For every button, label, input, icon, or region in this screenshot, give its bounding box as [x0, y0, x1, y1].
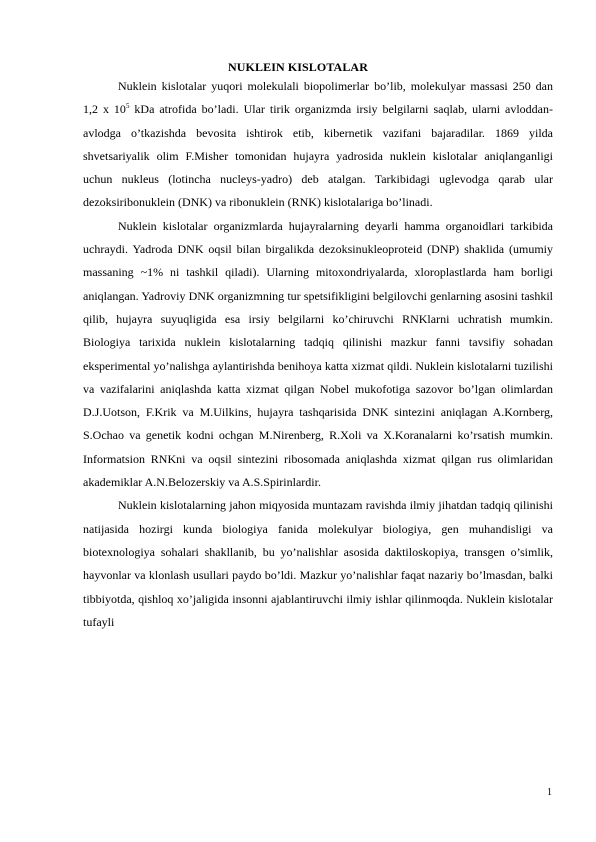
exponent: 5: [125, 102, 130, 111]
page-number: 1: [547, 787, 552, 798]
paragraph-1-text-a: Nuklein kislotalar yuqori molekulali biopolimerlar bo’lib, molekulyar massasi 250 dan 1,2 x 10: [83, 79, 553, 117]
paragraph-1-text-b: kDa atrofida bo’ladi. Ular tirik organizmda irsiy belgilarni saqlab, ularni avloddan-avlodga o’tkazishda bevosita ishtirok etib, kibernetik vazifani bajaradilar. 1869 yilda shvetsariyalik olim F.Misher tomonidan hujayra yadrosida nuklein kislotalar aniqlanganligi uchun nukleus (lotincha nucleys-yadro) deb atalgan. Tarkibidagi uglevodga qarab ular dezoksiribonuklein (DNK) va ribonuklein (RNK) kislotalariga bo’linadi.: [83, 102, 554, 210]
document-title: NUKLEIN KISLOTALAR: [228, 60, 368, 74]
paragraph-2: Nuklein kislotalar organizmlarda hujayralarning deyarli hamma organoidlari tarkibida uchraydi. Yadroda DNK oqsil bilan birgalikda dezoksinukleoproteid (DNP) shaklida (umumiy massaning ~1% ni tashkil qiladi). Ularning mitoxondriyalarda, xloroplastlarda ham borligi aniqlangan. Yadroviy DNK organizmning tur spetsifikligini belgilovchi genlarning asosini tashkil qilib, hujayra suyuqligida esa irsiy belgilarni ko’chiruvchi RNKlarni uchratish mumkin. Biologiya tarixida nuklein kislotalarning tadqiq qilinishi mazkur fanni tavsifiy sohadan eksperimental yo’nalishga aylantirishda benihoya katta xizmat qildi. Nuklein kislotalarni tuzilishi va vazifalarini aniqlashda katta xizmat qilgan Nobel mukofotiga sazovor bo’lgan olimlardan D.J.Uotson, F.Krik va M.Uilkins, hujayra tashqarisida DNK sintezini aniqlagan A.Kornberg, S.Ochao va genetik kodni ochgan M.Nirenberg, R.Xoli va X.Koranalarni ko’rsatish mumkin. Informatsion RNKni va oqsil sintezini ribosomada aniqlashda xizmat qilgan rus olimlaridan akademiklar A.N.Belozerskiy va A.S.Spirinlardir.: [83, 218, 553, 490]
paragraph-1: [83, 75, 553, 215]
document-body: [83, 75, 553, 634]
paragraph-3: Nuklein kislotalarning jahon miqyosida muntazam ravishda ilmiy jihatdan tadqiq qilinishi natijasida hozirgi kunda biologiya fanida molekulyar biologiya, gen muhandisligi va biotexnologiya sohalari shakllanib, bu yo’nalishlar asosida daktiloskopiya, transgen o’simlik, hayvonlar va klonlash usullari paydo bo’ldi. Mazkur yo’nalishlar faqat nazariy bo’lmasdan, balki tibbiyotda, qishloq xo’jaligida insonni ajablantiruvchi ilmiy ishlar qilinmoqda. Nuklein kislotalar tufayli: [83, 498, 553, 629]
